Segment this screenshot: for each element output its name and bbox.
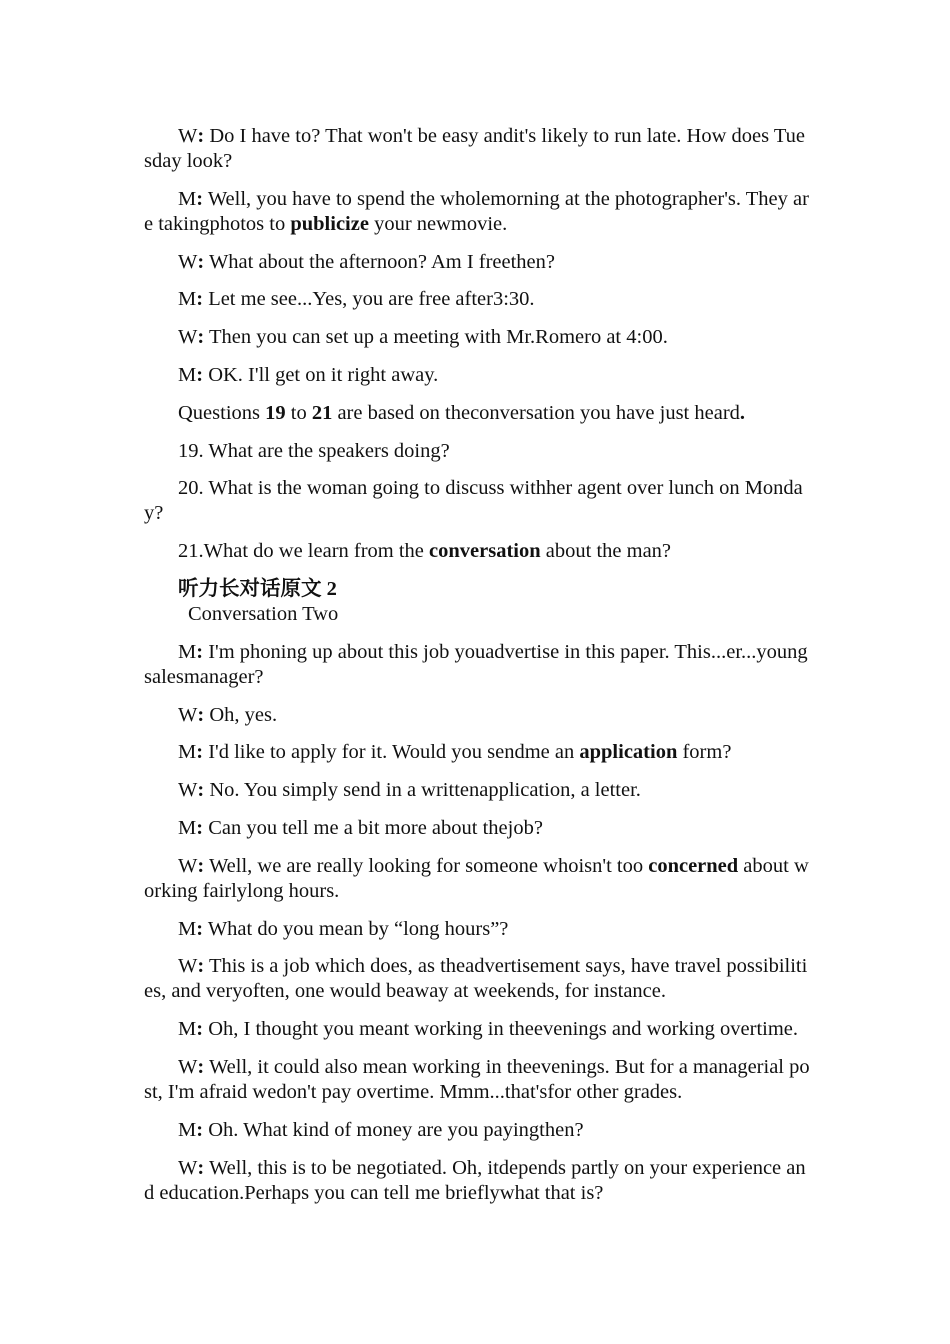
dialogue-line — [144, 640, 812, 690]
speaker: M — [178, 816, 197, 839]
speaker: W — [178, 854, 198, 877]
speaker-colon: : — [197, 703, 205, 726]
speaker: W — [178, 955, 198, 978]
question-text: about the man? — [540, 540, 672, 563]
line-text: Do I have to? That won't be easy andit's likely to run late. How does Tuesday look? — [144, 125, 806, 172]
dialogue-line — [144, 1055, 812, 1105]
line-text: Well, we are really looking for someone whoisn't too — [204, 854, 649, 877]
dialogue-line — [144, 703, 812, 728]
question-text: 21.What do we learn from the — [178, 540, 430, 563]
speaker: W — [178, 250, 198, 273]
keyword: application — [579, 741, 678, 764]
question-item: 19. What are the speakers doing? — [178, 439, 450, 462]
line-text: What do you mean by “long hours”? — [203, 917, 509, 940]
dialogue-line — [144, 854, 812, 904]
question-item: 20. What is the woman going to discuss withher agent over lunch on Monday? — [144, 477, 803, 525]
line-text: your newmovie. — [368, 212, 508, 235]
dialogue-line — [144, 816, 812, 841]
line-text: Then you can set up a meeting with Mr.Romero at 4:00. — [204, 326, 668, 349]
line-text: What about the afternoon? Am I freethen? — [204, 250, 556, 273]
dialogue-line — [144, 778, 812, 803]
speaker: M — [178, 640, 197, 663]
speaker: W — [178, 703, 198, 726]
dialogue-line — [144, 325, 812, 350]
question-number: 19 — [265, 401, 286, 424]
intro-period: . — [739, 401, 746, 424]
line-text: Let me see...Yes, you are free after3:30. — [203, 288, 535, 311]
speaker-colon: : — [197, 779, 205, 802]
speaker-colon: : — [197, 326, 205, 349]
speaker-colon: : — [196, 1118, 204, 1141]
questions-intro — [144, 401, 812, 426]
line-text: I'm phoning up about this job youadvertise in this paper. This...er...young salesmanager? — [144, 640, 808, 688]
keyword: conversation — [429, 540, 541, 563]
speaker-colon: : — [196, 288, 204, 311]
speaker: W — [178, 1156, 198, 1179]
speaker-colon: : — [196, 363, 204, 386]
speaker: W — [178, 1055, 198, 1078]
speaker-colon: : — [196, 816, 204, 839]
question-number: 21 — [311, 401, 333, 424]
speaker-colon: : — [196, 917, 204, 940]
speaker: M — [178, 187, 197, 210]
line-text: form? — [677, 741, 732, 764]
speaker-colon: : — [196, 187, 204, 210]
dialogue-line — [144, 917, 812, 942]
line-text: This is a job which does, as theadvertisement says, have travel possibilities, and veryoften, one would beaway at weekends, for instance. — [144, 955, 808, 1003]
line-text: Can you tell me a bit more about thejob? — [203, 816, 543, 839]
speaker-colon: : — [196, 741, 204, 764]
line-text: about working fairlylong hours. — [144, 854, 809, 902]
section-subheading: Conversation Two — [188, 602, 339, 625]
dialogue-line — [144, 250, 812, 275]
dialogue-line — [144, 740, 812, 765]
speaker: W — [178, 326, 198, 349]
dialogue-line — [144, 1156, 812, 1206]
line-text: Well, it could also mean working in theevenings. But for a managerial post, I'm afraid wedon't pay overtime. Mmm...that'sfor other grades. — [144, 1055, 810, 1103]
line-text: OK. I'll get on it right away. — [203, 363, 439, 386]
speaker: W — [178, 125, 198, 147]
speaker: W — [178, 779, 198, 802]
line-text: Oh, I thought you meant working in theevenings and working overtime. — [203, 1018, 799, 1041]
line-text: Well, this is to be negotiated. Oh, itdepends partly on your experience and education.Perhaps you can tell me brieflywhat that is? — [144, 1156, 806, 1204]
dialogue-line — [144, 954, 812, 1004]
speaker-colon: : — [197, 1156, 205, 1179]
keyword: concerned — [648, 854, 739, 877]
speaker-colon: : — [197, 125, 205, 147]
section-heading: 听力长对话原文 2 — [178, 577, 337, 600]
speaker-colon: : — [197, 250, 205, 273]
speaker: M — [178, 363, 197, 386]
dialogue-line — [144, 1017, 812, 1042]
speaker-colon: : — [197, 854, 205, 877]
intro-text: are based on theconversation you have just heard — [332, 401, 740, 424]
line-text: I'd like to apply for it. Would you sendme an — [203, 741, 580, 764]
dialogue-line — [144, 1118, 812, 1143]
line-text: No. You simply send in a writtenapplication, a letter. — [204, 779, 641, 802]
speaker: M — [178, 741, 197, 764]
question-item — [144, 539, 812, 564]
speaker: M — [178, 917, 197, 940]
intro-text: to — [285, 401, 312, 424]
speaker: M — [178, 1118, 197, 1141]
dialogue-line — [144, 363, 812, 388]
dialogue-line — [144, 124, 812, 174]
speaker-colon: : — [196, 1018, 204, 1041]
document-page — [144, 124, 812, 1218]
dialogue-line — [144, 287, 812, 312]
line-text: Oh, yes. — [204, 703, 278, 726]
line-text: Oh. What kind of money are you payingthen? — [203, 1118, 584, 1141]
dialogue-line — [144, 187, 812, 237]
speaker-colon: : — [197, 955, 205, 978]
speaker-colon: : — [197, 1055, 205, 1078]
speaker-colon: : — [196, 640, 204, 663]
intro-text: Questions — [178, 401, 266, 424]
keyword: publicize — [290, 212, 369, 235]
line-text: Well, you have to spend the wholemorning at the photographer's. They are takingphotos to — [144, 187, 809, 235]
speaker: M — [178, 288, 197, 311]
speaker: M — [178, 1018, 197, 1041]
